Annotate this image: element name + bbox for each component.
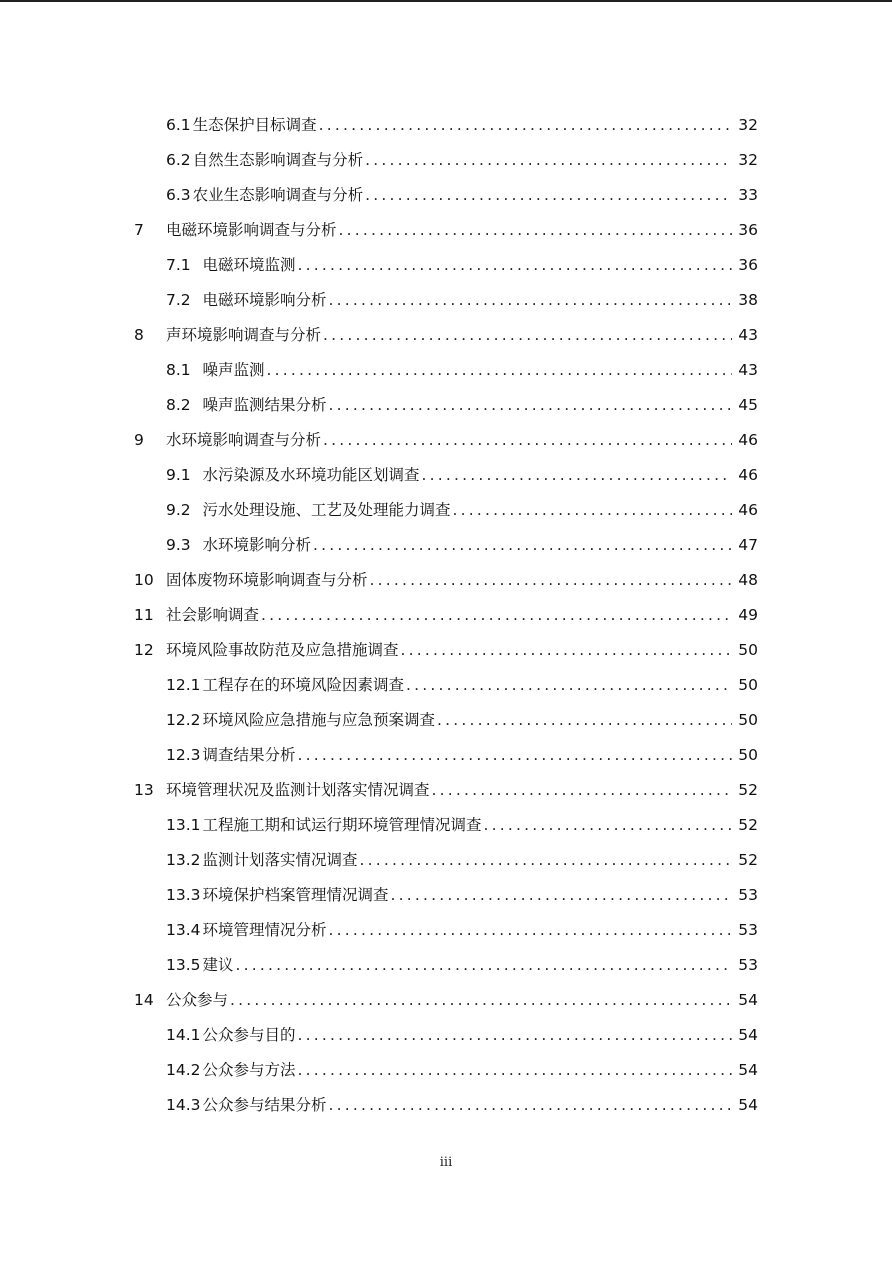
toc-dot-leader [422,458,733,493]
toc-entry-page: 53 [738,886,758,904]
toc-entry-title: 调查结果分析 [202,746,296,764]
toc-entry[interactable] [0,528,892,563]
toc-entry-number: 13 [134,781,154,799]
toc-entry-page: 54 [738,1061,758,1079]
toc-entry-page: 32 [738,151,758,169]
toc-entry-title: 自然生态影响调查与分析 [192,151,364,169]
toc-entry-number: 7.2 [166,291,201,309]
toc-entry-page: 53 [738,956,758,974]
toc-entry-page: 43 [738,361,758,379]
toc-entry[interactable] [0,878,892,913]
toc-entry[interactable] [0,213,892,248]
toc-entry-page: 43 [738,326,758,344]
toc-dot-leader [406,668,732,703]
toc-entry[interactable] [0,1088,892,1123]
toc-dot-leader [401,633,733,668]
toc-entry-page: 52 [738,816,758,834]
toc-entry[interactable] [0,843,892,878]
toc-entry-title: 噪声监测 [202,361,265,379]
toc-dot-leader [261,598,732,633]
toc-entry-number: 13.3 [166,886,201,904]
toc-entry-page: 33 [738,186,758,204]
toc-entry-number: 14.3 [166,1096,201,1114]
toc-entry-title: 环境保护档案管理情况调查 [202,886,389,904]
page-top-border [0,0,892,2]
toc-entry-page: 54 [738,1096,758,1114]
toc-entry[interactable] [0,563,892,598]
toc-dot-leader [298,738,733,773]
toc-entry[interactable] [0,458,892,493]
toc-entry[interactable] [0,178,892,213]
toc-entry-number: 7.1 [166,256,201,274]
toc-entry-title: 环境管理状况及监测计划落实情况调查 [166,781,430,799]
toc-entry[interactable] [0,703,892,738]
toc-dot-leader [298,248,733,283]
toc-entry[interactable] [0,423,892,458]
toc-entry-title: 农业生态影响调查与分析 [192,186,364,204]
toc-entry[interactable] [0,283,892,318]
toc-entry[interactable] [0,108,892,143]
toc-entry-number: 8 [134,326,144,344]
toc-dot-leader [391,878,733,913]
toc-dot-leader [484,808,733,843]
toc-entry-title: 水污染源及水环境功能区划调查 [202,466,420,484]
table-of-contents [0,108,892,1123]
toc-entry-title: 工程施工期和试运行期环境管理情况调查 [202,816,482,834]
toc-entry-page: 52 [738,781,758,799]
toc-entry-title: 社会影响调查 [166,606,260,624]
toc-entry[interactable] [0,1053,892,1088]
toc-entry-page: 46 [738,501,758,519]
toc-entry-number: 11 [134,606,154,624]
toc-entry[interactable] [0,808,892,843]
toc-dot-leader [323,318,732,353]
toc-entry-page: 49 [738,606,758,624]
toc-entry-number: 13.4 [166,921,201,939]
toc-dot-leader [432,773,733,808]
toc-entry-number: 12 [134,641,154,659]
toc-entry-page: 53 [738,921,758,939]
toc-entry-page: 54 [738,991,758,1009]
toc-entry-title: 公众参与 [166,991,229,1009]
toc-dot-leader [365,178,732,213]
toc-dot-leader [313,528,732,563]
toc-entry-title: 电磁环境影响分析 [202,291,327,309]
toc-dot-leader [360,843,733,878]
toc-entry-title: 水环境影响分析 [202,536,312,554]
toc-entry-number: 8.2 [166,396,201,414]
toc-entry-page: 54 [738,1026,758,1044]
toc-dot-leader [329,388,733,423]
toc-entry-number: 14.1 [166,1026,201,1044]
toc-entry-page: 50 [738,711,758,729]
toc-entry-number: 7 [134,221,144,239]
toc-dot-leader [298,1053,733,1088]
toc-entry-number: 14.2 [166,1061,201,1079]
toc-entry[interactable] [0,773,892,808]
toc-entry-number: 14 [134,991,154,1009]
toc-entry-number: 9.3 [166,536,201,554]
toc-entry-page: 32 [738,116,758,134]
toc-entry-page: 36 [738,256,758,274]
toc-entry-title: 公众参与方法 [202,1061,296,1079]
toc-entry[interactable] [0,738,892,773]
toc-entry-title: 工程存在的环境风险因素调查 [202,676,405,694]
toc-dot-leader [323,423,732,458]
toc-entry-title: 电磁环境影响调查与分析 [166,221,337,239]
toc-entry-page: 45 [738,396,758,414]
toc-entry-page: 36 [738,221,758,239]
toc-dot-leader [329,283,733,318]
toc-entry-number: 13.2 [166,851,201,869]
toc-dot-leader [319,108,733,143]
toc-entry[interactable] [0,633,892,668]
toc-dot-leader [370,563,733,598]
toc-entry-title: 公众参与目的 [202,1026,296,1044]
toc-dot-leader [298,1018,733,1053]
toc-entry-title: 声环境影响调查与分析 [166,326,322,344]
toc-entry[interactable] [0,143,892,178]
toc-entry-number: 9.2 [166,501,201,519]
toc-entry-title: 电磁环境监测 [202,256,296,274]
toc-entry-page: 47 [738,536,758,554]
toc-entry-page: 38 [738,291,758,309]
toc-entry-page: 50 [738,676,758,694]
toc-entry[interactable] [0,913,892,948]
toc-entry[interactable] [0,598,892,633]
toc-entry-number: 10 [134,571,154,589]
toc-entry[interactable] [0,983,892,1018]
toc-entry-title: 环境风险应急措施与应急预案调查 [202,711,436,729]
toc-entry-page: 50 [738,641,758,659]
toc-entry-title: 生态保护目标调查 [192,116,317,134]
toc-dot-leader [365,143,732,178]
toc-entry-page: 50 [738,746,758,764]
toc-entry-title: 建议 [202,956,234,974]
toc-dot-leader [339,213,733,248]
toc-entry-number: 6.2 [166,151,191,169]
toc-dot-leader [329,1088,733,1123]
toc-entry[interactable] [0,668,892,703]
toc-dot-leader [453,493,733,528]
toc-entry-page: 48 [738,571,758,589]
toc-entry[interactable] [0,948,892,983]
toc-entry-number: 6.1 [166,116,191,134]
toc-entry[interactable] [0,388,892,423]
toc-entry[interactable] [0,1018,892,1053]
toc-entry-title: 固体废物环境影响调查与分析 [166,571,368,589]
toc-entry-page: 46 [738,466,758,484]
toc-entry-number: 9 [134,431,144,449]
toc-entry-number: 6.3 [166,186,191,204]
toc-entry-number: 13.1 [166,816,201,834]
toc-entry-title: 噪声监测结果分析 [202,396,327,414]
page-number: iii [439,1155,453,1170]
toc-dot-leader [437,703,732,738]
toc-entry[interactable] [0,248,892,283]
toc-dot-leader [230,983,732,1018]
toc-entry[interactable] [0,493,892,528]
toc-entry-number: 12.1 [166,676,201,694]
toc-entry-title: 污水处理设施、工艺及处理能力调查 [202,501,451,519]
toc-entry-number: 12.3 [166,746,201,764]
toc-entry-title: 公众参与结果分析 [202,1096,327,1114]
toc-entry[interactable] [0,353,892,388]
toc-dot-leader [267,353,733,388]
toc-entry-title: 水环境影响调查与分析 [166,431,322,449]
toc-entry-number: 12.2 [166,711,201,729]
toc-entry-number: 13.5 [166,956,201,974]
toc-dot-leader [236,948,733,983]
toc-entry-title: 环境风险事故防范及应急措施调查 [166,641,399,659]
toc-entry-number: 8.1 [166,361,201,379]
toc-entry[interactable] [0,318,892,353]
toc-dot-leader [329,913,733,948]
toc-entry-title: 监测计划落实情况调查 [202,851,358,869]
toc-entry-title: 环境管理情况分析 [202,921,327,939]
toc-entry-number: 9.1 [166,466,201,484]
toc-entry-page: 46 [738,431,758,449]
toc-entry-page: 52 [738,851,758,869]
